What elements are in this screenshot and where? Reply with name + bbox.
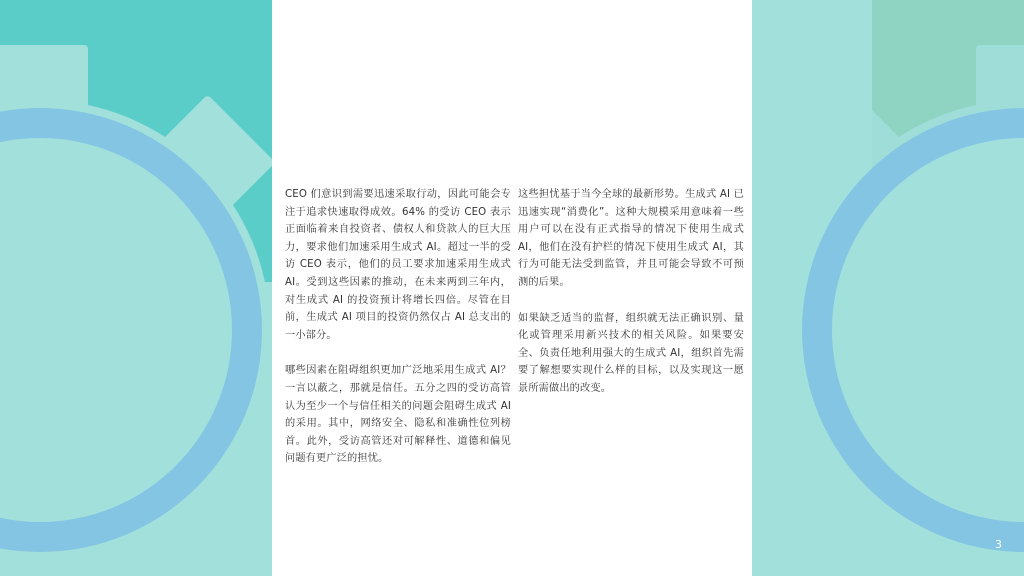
text-column-left [285,186,511,486]
paragraph: 这些担忧基于当今全球的最新形势。生成式 AI 已迅速实现“消费化”。这种大规模采用意味着一些用户可以在没有正式指导的情况下使用生成式 AI，他们在没有护栏的情况下使用生成式 AI，其行为可能无法受到监管，并且可能会导致不可预测的后果。 [518,189,744,288]
gear-icon [0,0,272,576]
decorative-gear-panel-left [0,0,272,576]
paragraph: 哪些因素在阻碍组织更加广泛地采用生成式 AI？一言以蔽之，那就是信任。五分之四的受访高管认为至少一个与信任相关的问题会阻碍生成式 AI 的采用。其中，网络安全、隐私和准确性位列榜首。此外，受访高管还对可解释性、道德和偏见问题有更广泛的担忧。 [285,365,511,465]
paragraph: 如果缺乏适当的监督，组织就无法正确识别、量化或管理采用新兴技术的相关风险。如果要安全、负责任地利用强大的生成式 AI，组织首先需要了解想要实现什么样的目标，以及实现这一愿景所需做出的改变。 [518,312,744,394]
text-column-right [518,186,744,416]
page-number: 3 [995,538,1002,551]
paragraph: CEO 们意识到需要迅速采取行动，因此可能会专注于追求快速取得成效。64% 的受访 CEO 表示正面临着来自投资者、债权人和贷款人的巨大压力，要求他们加速采用生成式 AI。超过一半的受访 CEO 表示，他们的员工要求加速采用生成式 AI。受到这些因素的推动，在未来两到三年内，对生成式 AI 的投资预计将增长四倍。尽管在目前，生成式 AI 项目的投资仍然仅占 AI 总支出的一小部分。 [285,189,511,341]
page-body [272,0,752,576]
gear-icon [752,0,1024,576]
decorative-gear-panel-right [752,0,1024,576]
